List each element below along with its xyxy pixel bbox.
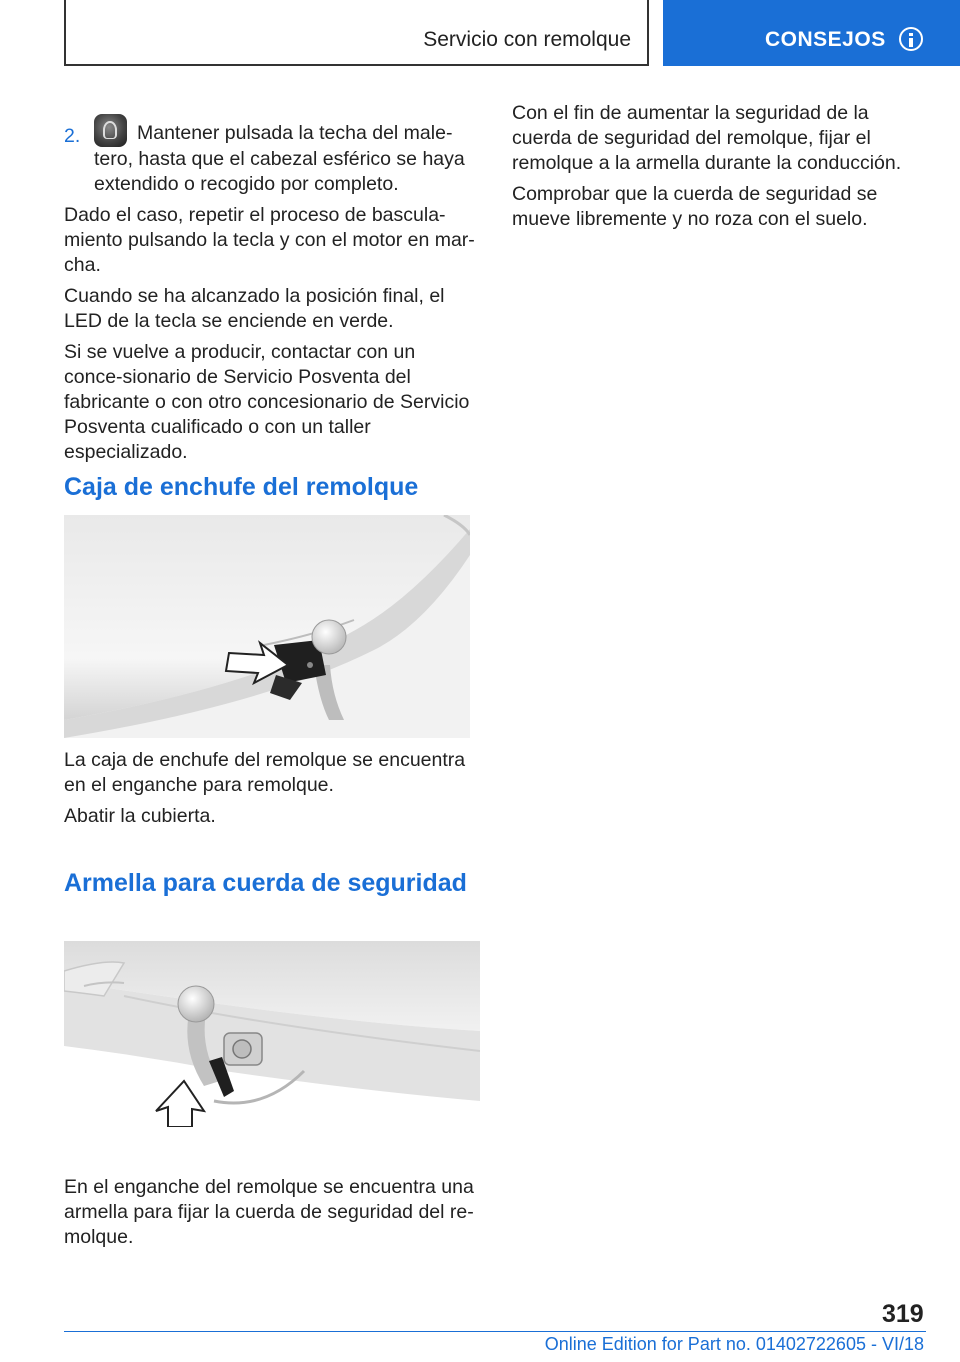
footer-divider [64,1331,926,1332]
chapter-tab[interactable] [663,0,960,66]
paragraph: Si se vuelve a producir, contactar con un conce-sionario de Servicio Posventa del fabricante o con otro concesionario de Servicio Posventa cualificado o con un taller especializado. [64,341,470,463]
caja-text [64,748,478,835]
armella-text [64,1175,478,1256]
paragraph: Cuando se ha alcanzado la posición final, el LED de la tecla se enciende en verde. [64,285,445,332]
info-icon [899,27,923,51]
section-title: Servicio con remolque [423,28,631,51]
chapter-tab-label: CONSEJOS [765,28,886,51]
paragraph: Dado el caso, repetir el proceso de bascula-miento pulsando la tecla y con el motor en mar-cha. [64,204,475,276]
paragraph: Comprobar que la cuerda de seguridad se mueve libremente y no roza con el suelo. [512,183,878,230]
step-item [64,114,478,197]
heading-caja: Caja de enchufe del remolque [64,473,419,501]
paragraph: En el enganche del remolque se encuentra una armella para fijar la cuerda de seguridad del re-molque. [64,1176,474,1248]
left-column [64,114,478,471]
page-number: 319 [882,1300,924,1328]
paragraph: La caja de enchufe del remolque se encuentra en el enganche para remolque. [64,749,466,796]
step-text-line1: Mantener pulsada la techa del male- [137,122,453,144]
trailer-hitch-button-icon [94,114,127,147]
step-text-rest: tero, hasta que el cabezal esférico se haya extendido o recogido por completo. [94,148,465,195]
safety-eyelet-illustration [64,941,480,1127]
paragraph: Abatir la cubierta. [64,805,216,827]
step-number: 2. [64,125,81,147]
heading-armella: Armella para cuerda de seguridad [64,869,467,897]
paragraph: Con el fin de aumentar la seguridad de la cuerda de seguridad del remolque, fijar el remolque a la armella durante la conducción. [512,102,902,174]
socket-illustration [64,515,470,738]
header-section-box [64,0,649,66]
right-column [512,101,926,238]
footer-edition: Online Edition for Part no. 01402722605 - VI/18 [544,1334,924,1354]
